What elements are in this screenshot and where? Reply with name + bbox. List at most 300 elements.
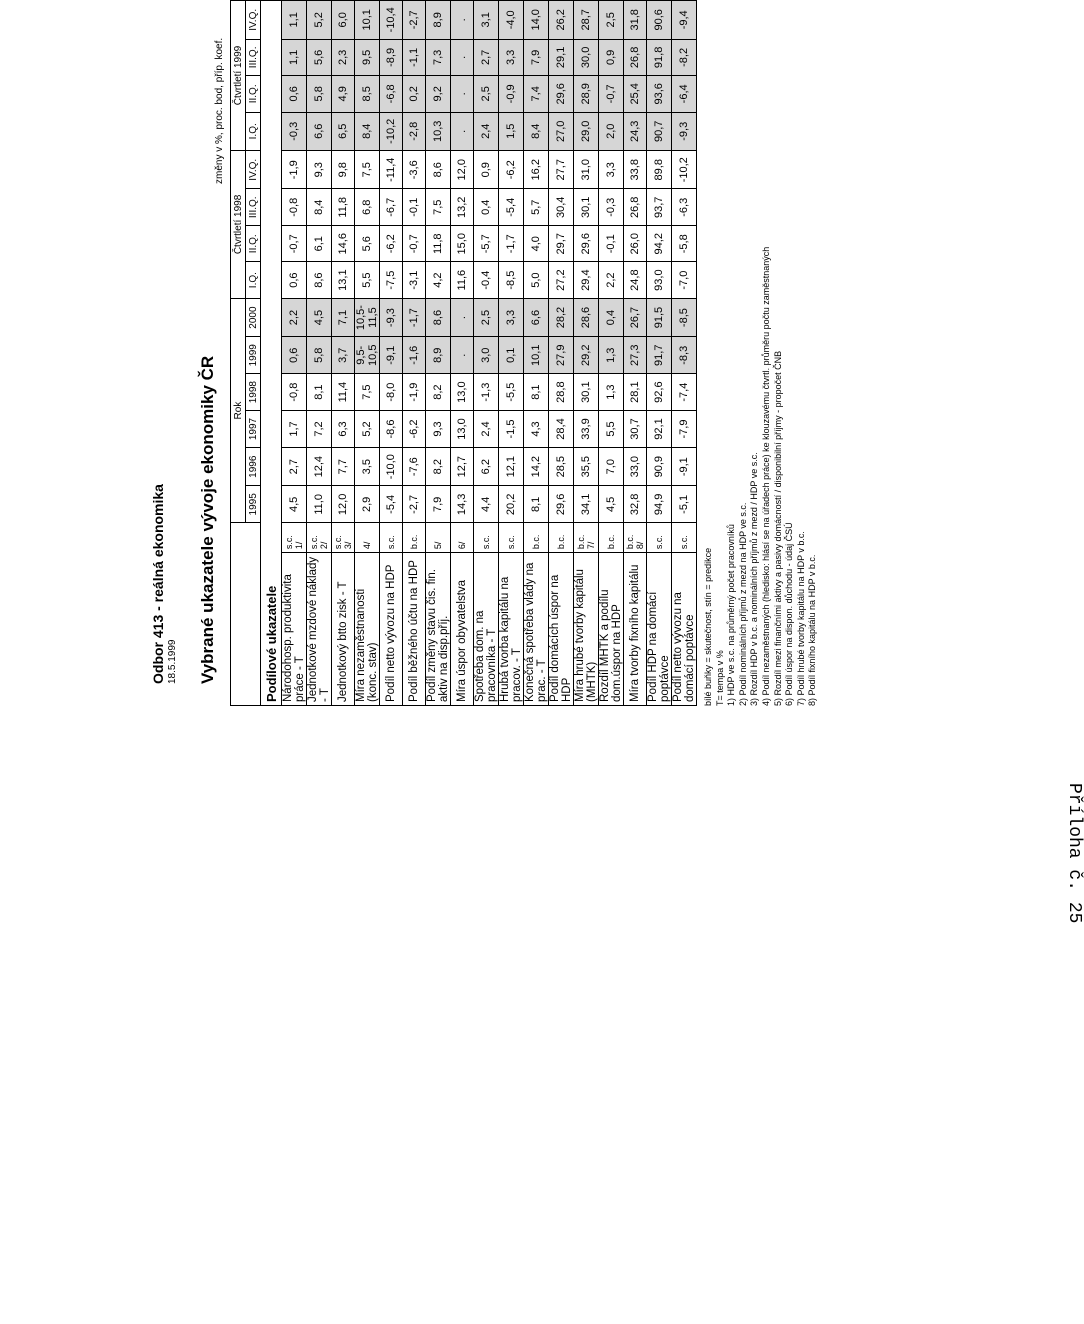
table-cell: -10,4 — [380, 1, 403, 40]
table-cell: 8,2 — [426, 374, 451, 411]
table-row — [549, 1, 574, 706]
table-cell: 6,2 — [474, 447, 499, 485]
table-cell: 33,8 — [624, 151, 647, 189]
row-note-ref: b.c. — [524, 523, 549, 553]
table-row — [282, 1, 307, 706]
column-header: 1997 — [246, 411, 261, 448]
row-note-ref: s.c. 3/ — [332, 523, 355, 553]
table-cell: 29,7 — [549, 226, 574, 262]
footnote: 8) Podíl fixního kapitálu na HDP v b.c. — [807, 554, 818, 706]
table-cell: -0,8 — [282, 189, 307, 226]
table-cell: 5,2 — [355, 411, 380, 448]
table-cell: -0,1 — [599, 226, 624, 262]
table-cell: 2,5 — [599, 1, 624, 40]
table-cell: 2,3 — [332, 39, 355, 76]
table-row — [474, 1, 499, 706]
table-cell: -9,3 — [380, 298, 403, 336]
table-cell: -7,0 — [672, 262, 697, 298]
column-header: 1995 — [246, 486, 261, 523]
table-cell: . — [451, 112, 474, 150]
column-header: 2000 — [246, 298, 261, 336]
table-cell: 11,8 — [426, 226, 451, 262]
table-cell: 7,5 — [426, 189, 451, 226]
document-date: 18.5.1999 — [167, 639, 178, 684]
table-cell: 13,0 — [451, 411, 474, 448]
table-cell: 2,5 — [474, 298, 499, 336]
table-cell: 34,1 — [574, 486, 599, 523]
row-label: Hrubá tvorba kapitálu na pracov. - T — [499, 553, 524, 706]
table-cell: -11,4 — [380, 151, 403, 189]
table-cell: 7,5 — [355, 374, 380, 411]
row-note-ref: b.c. — [549, 523, 574, 553]
footnote: bílé buňky = skutečnost, stín = predikce — [703, 547, 713, 706]
table-cell: -8,0 — [380, 374, 403, 411]
page-title: Vybrané ukazatele vývoje ekonomiky ČR — [198, 355, 217, 684]
table-cell: 5,6 — [307, 39, 332, 76]
table-cell: 28,8 — [549, 374, 574, 411]
table-cell: 14,0 — [524, 1, 549, 40]
footnote: T= tempa v % — [714, 650, 725, 706]
table-cell: -6,4 — [672, 76, 697, 112]
table-cell: 7,0 — [599, 447, 624, 485]
table-cell: 8,1 — [307, 374, 332, 411]
table-cell: 4,9 — [332, 76, 355, 112]
table-cell: 29,6 — [574, 226, 599, 262]
table-cell: 30,7 — [624, 411, 647, 448]
table-cell: 91,7 — [647, 337, 672, 374]
table-cell: 0,4 — [474, 189, 499, 226]
table-cell: 10,5-11,5 — [355, 298, 380, 336]
column-header: 1999 — [246, 337, 261, 374]
table-cell: 0,2 — [403, 76, 426, 112]
row-note-ref: s.c. 2/ — [307, 523, 332, 553]
table-cell: -6,2 — [403, 411, 426, 448]
row-note-ref: s.c. — [474, 523, 499, 553]
table-cell: -6,8 — [380, 76, 403, 112]
table-cell: 6,8 — [355, 189, 380, 226]
table-cell: -1,7 — [403, 298, 426, 336]
row-label: Jednotkový btto zisk - T — [332, 553, 355, 706]
column-header: I.Q. — [246, 262, 261, 298]
table-cell: 9,2 — [426, 76, 451, 112]
table-cell: 92,6 — [647, 374, 672, 411]
footnotes — [703, 247, 819, 706]
column-header: 1996 — [246, 447, 261, 485]
indicators-table — [230, 0, 697, 706]
table-cell: 6,1 — [307, 226, 332, 262]
table-cell: 28,7 — [574, 1, 599, 40]
table-cell: . — [451, 76, 474, 112]
table-cell: -5,5 — [499, 374, 524, 411]
table-cell: 2,9 — [355, 486, 380, 523]
table-row — [355, 1, 380, 706]
table-row — [403, 1, 426, 706]
table-cell: 8,4 — [524, 112, 549, 150]
table-cell: 1,5 — [499, 112, 524, 150]
table-cell: 93,7 — [647, 189, 672, 226]
table-cell: 1,7 — [282, 411, 307, 448]
table-cell: -0,9 — [499, 76, 524, 112]
table-cell: -0,3 — [599, 189, 624, 226]
table-row — [524, 1, 549, 706]
table-cell: 28,9 — [574, 76, 599, 112]
table-cell: 5,6 — [355, 226, 380, 262]
table-cell: -0,3 — [282, 112, 307, 150]
column-header: 1998 — [246, 374, 261, 411]
table-cell: 20,2 — [499, 486, 524, 523]
table-cell: 29,1 — [549, 39, 574, 76]
table-cell: -1,5 — [499, 411, 524, 448]
table-cell: -9,1 — [380, 337, 403, 374]
table-cell: 9,5 — [355, 39, 380, 76]
table-cell: -0,7 — [282, 226, 307, 262]
table-cell: 31,0 — [574, 151, 599, 189]
header-row-groups — [231, 1, 246, 706]
table-cell: 15,0 — [451, 226, 474, 262]
row-label: Podíl běžného účtu na HDP — [403, 553, 426, 706]
row-note-ref: 5/ — [426, 523, 451, 553]
table-cell: -8,5 — [499, 262, 524, 298]
table-cell: -5,4 — [499, 189, 524, 226]
table-cell: 1,1 — [282, 39, 307, 76]
table-cell: -2,7 — [403, 486, 426, 523]
table-cell: -5,1 — [672, 486, 697, 523]
column-header: IV.Q. — [246, 1, 261, 40]
table-cell: 10,3 — [426, 112, 451, 150]
row-note-ref: 6/ — [451, 523, 474, 553]
table-row — [499, 1, 524, 706]
table-cell: -1,7 — [499, 226, 524, 262]
table-cell: 0,6 — [282, 262, 307, 298]
table-cell: 8,6 — [426, 298, 451, 336]
row-label: Konečná spotřeba vlády na prac. - T — [524, 553, 549, 706]
row-label: Rozdíl MHTK a podílu dom.úspor na HDP — [599, 553, 624, 706]
table-cell: 5,5 — [355, 262, 380, 298]
row-note-ref: s.c. — [380, 523, 403, 553]
table-cell: 7,9 — [426, 486, 451, 523]
appendix-label: Příloha č. 25 — [1064, 783, 1084, 924]
table-cell: . — [451, 1, 474, 40]
table-cell: 93,6 — [647, 76, 672, 112]
column-header: II.Q. — [246, 76, 261, 112]
table-cell: 30,1 — [574, 189, 599, 226]
table-cell: . — [451, 337, 474, 374]
table-cell: 7,9 — [524, 39, 549, 76]
header-group-1999: Čtvrtletí 1999 — [231, 1, 246, 151]
table-cell: 13,2 — [451, 189, 474, 226]
table-cell: 8,1 — [524, 374, 549, 411]
table-cell: -7,9 — [672, 411, 697, 448]
row-note-ref: b.c. 8/ — [624, 523, 647, 553]
table-cell: 30,1 — [574, 374, 599, 411]
table-cell: -6,3 — [672, 189, 697, 226]
table-cell: -5,4 — [380, 486, 403, 523]
table-cell: 91,5 — [647, 298, 672, 336]
table-cell: 28,4 — [549, 411, 574, 448]
table-row — [451, 1, 474, 706]
table-cell: 4,4 — [474, 486, 499, 523]
table-cell: -10,2 — [672, 151, 697, 189]
table-cell: 2,5 — [474, 76, 499, 112]
table-cell: 89,8 — [647, 151, 672, 189]
table-cell: 33,9 — [574, 411, 599, 448]
row-label: Míra úspor obyvatelstva — [451, 553, 474, 706]
table-cell: 2,4 — [474, 411, 499, 448]
table-body — [282, 1, 697, 706]
table-cell: 9,3 — [307, 151, 332, 189]
table-cell: -7,5 — [380, 262, 403, 298]
row-label: Národohosp. produktivita práce - T — [282, 553, 307, 706]
table-cell: 11,8 — [332, 189, 355, 226]
table-cell: 0,6 — [282, 337, 307, 374]
table-cell: 7,3 — [426, 39, 451, 76]
table-cell: 2,2 — [282, 298, 307, 336]
footnote: 1) HDP ve s.c. na průměrný počet pracovníků — [726, 524, 737, 706]
table-cell: 91,8 — [647, 39, 672, 76]
table-cell: 3,3 — [599, 151, 624, 189]
table-cell: 26,8 — [624, 39, 647, 76]
row-note-ref: s.c. 1/ — [282, 523, 307, 553]
table-cell: . — [451, 39, 474, 76]
table-cell: 10,1 — [355, 1, 380, 40]
table-cell: 29,2 — [574, 337, 599, 374]
table-cell: 13,1 — [332, 262, 355, 298]
table-cell: 5,8 — [307, 76, 332, 112]
table-cell: -7,6 — [403, 447, 426, 485]
table-cell: 4,5 — [599, 486, 624, 523]
table-cell: 12,0 — [451, 151, 474, 189]
table-cell: 4,2 — [426, 262, 451, 298]
table-cell: 28,5 — [549, 447, 574, 485]
table-row — [647, 1, 672, 706]
table-cell: 2,2 — [599, 262, 624, 298]
table-cell: 11,4 — [332, 374, 355, 411]
table-cell: -0,8 — [282, 374, 307, 411]
table-cell: 14,6 — [332, 226, 355, 262]
table-cell: 11,0 — [307, 486, 332, 523]
column-header: III.Q. — [246, 189, 261, 226]
table-cell: 35,5 — [574, 447, 599, 485]
table-cell: 8,5 — [355, 76, 380, 112]
table-cell: 9,8 — [332, 151, 355, 189]
table-cell: -5,8 — [672, 226, 697, 262]
table-cell: 27,3 — [624, 337, 647, 374]
table-cell: 12,4 — [307, 447, 332, 485]
table-cell: 8,4 — [355, 112, 380, 150]
row-note-ref: s.c. — [647, 523, 672, 553]
footnote: 6) Podíl úspor na dispon. důchodu - údaj ČSÚ — [784, 522, 795, 706]
row-label: Míra hrubé tvorby kapitálu (MHTK) — [574, 553, 599, 706]
table-cell: 94,2 — [647, 226, 672, 262]
table-cell: 29,4 — [574, 262, 599, 298]
row-label: Podíl změny stavu čis. fin. aktiv na disp.příj. — [426, 553, 451, 706]
table-cell: 27,0 — [549, 112, 574, 150]
table-cell: 1,3 — [599, 374, 624, 411]
row-label: Spotřeba dom. na pracovníka - T — [474, 553, 499, 706]
table-cell: 32,8 — [624, 486, 647, 523]
table-cell: -3,1 — [403, 262, 426, 298]
table-cell: 10,1 — [524, 337, 549, 374]
row-note-ref: 4/ — [355, 523, 380, 553]
table-cell: 8,2 — [426, 447, 451, 485]
table-cell: 16,2 — [524, 151, 549, 189]
table-cell: -2,8 — [403, 112, 426, 150]
row-label: Míra nezaměstnanosti (konc. stav) — [355, 553, 380, 706]
table-cell: 26,7 — [624, 298, 647, 336]
table-cell: 25,4 — [624, 76, 647, 112]
row-note-ref: b.c. 7/ — [574, 523, 599, 553]
table-cell: 1,1 — [282, 1, 307, 40]
table-cell: 0,6 — [282, 76, 307, 112]
table-cell: -5,7 — [474, 226, 499, 262]
row-note-ref: b.c. — [403, 523, 426, 553]
table-cell: -7,4 — [672, 374, 697, 411]
footnote: 7) Podíl hrubé tvorby kapitálu na HDP v b.c. — [795, 531, 806, 706]
table-cell: 92,1 — [647, 411, 672, 448]
table-cell: 3,5 — [355, 447, 380, 485]
table-row — [574, 1, 599, 706]
table-cell: 26,8 — [624, 189, 647, 226]
table-cell: 6,6 — [307, 112, 332, 150]
table-cell: 9,5-10,5 — [355, 337, 380, 374]
column-header: I.Q. — [246, 112, 261, 150]
table-cell: -1,9 — [282, 151, 307, 189]
table-row — [599, 1, 624, 706]
table-cell: -9,4 — [672, 1, 697, 40]
table-cell: -3,6 — [403, 151, 426, 189]
table-cell: 28,1 — [624, 374, 647, 411]
table-cell: 6,3 — [332, 411, 355, 448]
table-cell: -9,3 — [672, 112, 697, 150]
table-cell: -8,9 — [380, 39, 403, 76]
table-cell: 27,2 — [549, 262, 574, 298]
table-cell: 29,6 — [549, 486, 574, 523]
table-cell: 3,3 — [499, 298, 524, 336]
table-cell: 12,7 — [451, 447, 474, 485]
table-cell: 7,1 — [332, 298, 355, 336]
table-cell: 31,8 — [624, 1, 647, 40]
table-cell: 3,0 — [474, 337, 499, 374]
table-cell: 28,2 — [549, 298, 574, 336]
table-row — [380, 1, 403, 706]
table-cell: 5,2 — [307, 1, 332, 40]
column-header: III.Q. — [246, 39, 261, 76]
table-cell: -10,2 — [380, 112, 403, 150]
table-cell: 3,1 — [474, 1, 499, 40]
units-note: změny v %, proc. bod, příp. koef. — [214, 37, 225, 184]
table-cell: -4,0 — [499, 1, 524, 40]
table-cell: -2,7 — [403, 1, 426, 40]
table-cell: -8,3 — [672, 337, 697, 374]
section-title: Podílové ukazatele — [261, 1, 282, 706]
table-cell: 12,0 — [332, 486, 355, 523]
row-label: Podíl netto vývozu na domácí poptávce — [672, 553, 697, 706]
table-cell: 0,4 — [599, 298, 624, 336]
table-cell: 7,4 — [524, 76, 549, 112]
table-cell: 0,9 — [474, 151, 499, 189]
table-row — [624, 1, 647, 706]
table-cell: 14,2 — [524, 447, 549, 485]
table-cell: 5,8 — [307, 337, 332, 374]
header-group-1998: Čtvrtletí 1998 — [231, 151, 246, 299]
table-cell: 2,7 — [474, 39, 499, 76]
table-cell: -6,2 — [499, 151, 524, 189]
table-cell: 90,7 — [647, 112, 672, 150]
column-header: IV.Q. — [246, 151, 261, 189]
table-cell: 8,9 — [426, 1, 451, 40]
table-cell: 8,9 — [426, 337, 451, 374]
column-header: II.Q. — [246, 226, 261, 262]
footnote: 3) Rozdíl HDP v b.c. a nominálních příjmů z mezd / HDP ve s.c. — [749, 452, 760, 706]
table-cell: 6,5 — [332, 112, 355, 150]
table-cell: 28,6 — [574, 298, 599, 336]
table-cell: 1,3 — [599, 337, 624, 374]
table-cell: 9,3 — [426, 411, 451, 448]
table-cell: 7,7 — [332, 447, 355, 485]
table-cell: -8,6 — [380, 411, 403, 448]
table-cell: 0,9 — [599, 39, 624, 76]
row-label: Podíl domácích úspor na HDP — [549, 553, 574, 706]
table-cell: 29,6 — [549, 76, 574, 112]
table-cell: 7,2 — [307, 411, 332, 448]
table-cell: 26,2 — [549, 1, 574, 40]
header-blank — [231, 523, 261, 706]
table-cell: 5,0 — [524, 262, 549, 298]
table-cell: 3,7 — [332, 337, 355, 374]
table-cell: 5,5 — [599, 411, 624, 448]
table-cell: 90,6 — [647, 1, 672, 40]
table-cell: 3,3 — [499, 39, 524, 76]
table-cell: 26,0 — [624, 226, 647, 262]
table-cell: -0,1 — [403, 189, 426, 226]
table-row — [307, 1, 332, 706]
footnote: 2) Podíl nominálních příjmů z mezd na HDP ve s.c. — [737, 502, 748, 706]
table-cell: 2,0 — [599, 112, 624, 150]
footnote: 4) Podíl nezaměstnaných (hledisko: hlásí se na úřadech práce) ke klouzavému čtvrtl. průměru počtu zaměstnaných — [760, 246, 771, 706]
table-cell: -10,0 — [380, 447, 403, 485]
table-row — [672, 1, 697, 706]
footnote: 5) Rozdíl mezi finančními aktivy a pasivy domácností / disponibilní příjmy - propočet ČNB — [772, 350, 783, 706]
table-row — [332, 1, 355, 706]
table-cell: -1,3 — [474, 374, 499, 411]
table-cell: -1,9 — [403, 374, 426, 411]
table-row — [426, 1, 451, 706]
table-cell: -6,7 — [380, 189, 403, 226]
table-cell: 27,9 — [549, 337, 574, 374]
table-cell: -1,6 — [403, 337, 426, 374]
table-cell: 8,1 — [524, 486, 549, 523]
table-cell: -8,2 — [672, 39, 697, 76]
table-cell: 24,3 — [624, 112, 647, 150]
table-cell: 4,0 — [524, 226, 549, 262]
table-cell: -8,5 — [672, 298, 697, 336]
table-cell: 33,0 — [624, 447, 647, 485]
table-cell: 4,5 — [307, 298, 332, 336]
table-cell: 29,0 — [574, 112, 599, 150]
table-cell: 2,4 — [474, 112, 499, 150]
table-cell: -0,7 — [599, 76, 624, 112]
table-cell: 7,5 — [355, 151, 380, 189]
table-cell: 0,1 — [499, 337, 524, 374]
table-cell: 4,3 — [524, 411, 549, 448]
table-cell: 14,3 — [451, 486, 474, 523]
table-cell: 2,7 — [282, 447, 307, 485]
table-cell: 30,0 — [574, 39, 599, 76]
table-cell: 8,4 — [307, 189, 332, 226]
table-cell: 8,6 — [426, 151, 451, 189]
row-note-ref: s.c. — [499, 523, 524, 553]
row-note-ref: s.c. — [672, 523, 697, 553]
